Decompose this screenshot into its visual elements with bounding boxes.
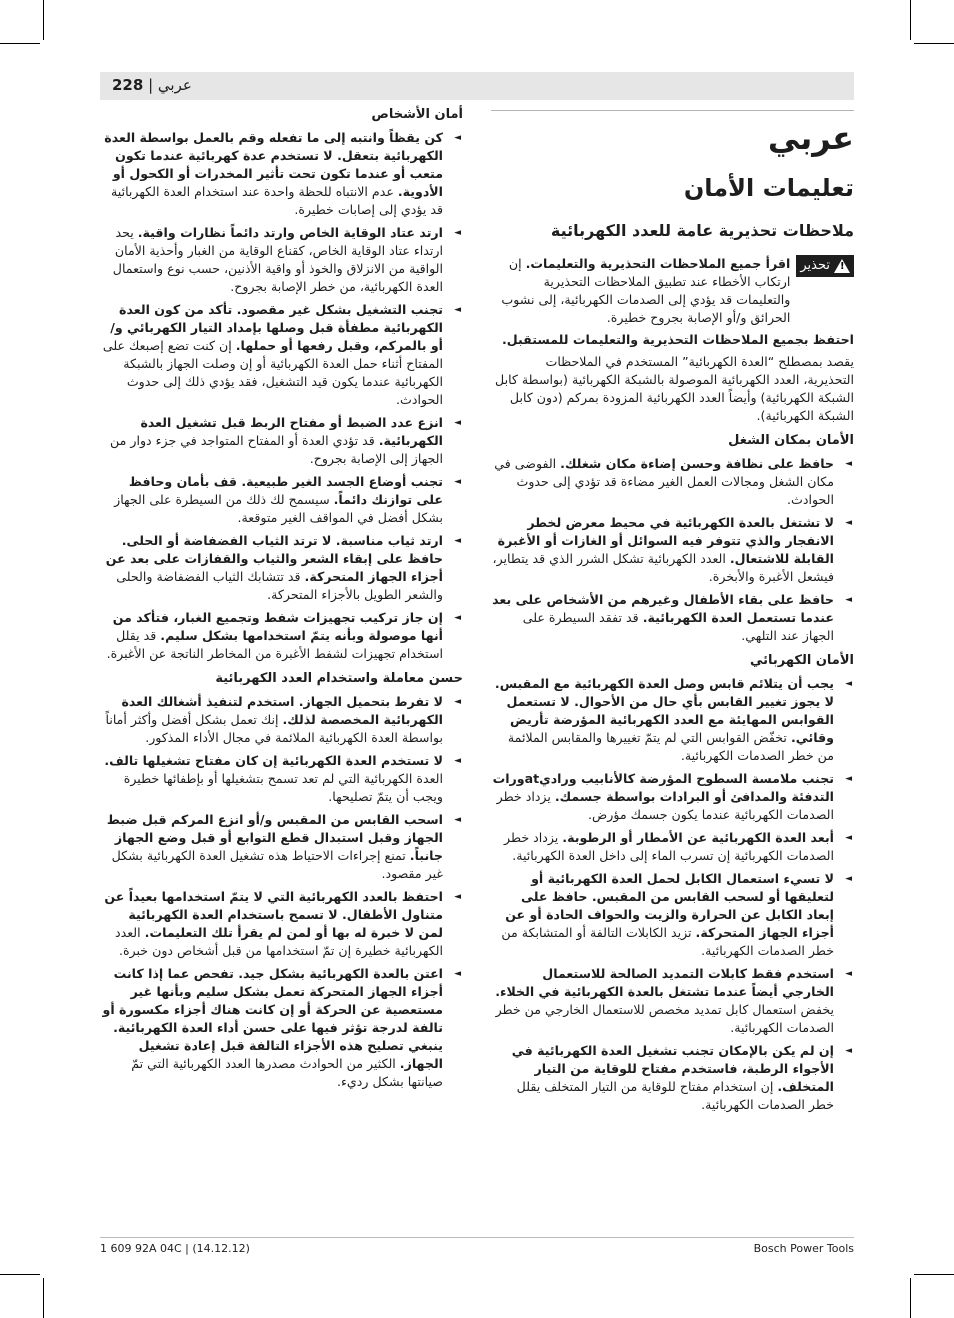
bullet-icon: ◄ [454, 418, 461, 428]
warning-text: إن ارتكاب الأخطاء عند تطبيق الملاحظات التحذيرية والتعليمات قد يؤدي إلى الصدمات الكهربائية، إلى نشوب الحرائق و/أو الإصابة بجروح خطيرة. [501, 256, 791, 325]
bullet-icon: ◄ [454, 536, 461, 546]
bullet-icon: ◄ [845, 774, 852, 784]
list-item: ◄ أبعد العدة الكهربائية عن الأمطار أو الرطوبة. يزداد خطر الصدمات الكهربائية إن تسرب الماء إلى داخل العدة الكهربائية. [504, 830, 852, 863]
crop-mark [914, 43, 954, 44]
crop-mark [910, 0, 911, 40]
list-item: ◄ حافظ على نظافة وحسن إضاءة مكان شغلك. الفوضى في مكان الشغل ومجالات العمل الغير مضاءة قد تؤدي إلى حدوث الحوادث. [494, 456, 852, 507]
definition-paragraph: يقصد بمصطلح “العدة الكهربائية” المستخدم في الملاحظات التحذيرية، العدد الكهربائية الموصولة بالشبكة الكهربائية (بواسطة كابل الشبكة الكهربائية) وأيضاً العدد الكهربائية المزودة بمركم (دون كابل الشبكة الكهربائية). [495, 354, 854, 423]
crop-mark [914, 1274, 954, 1275]
crop-mark [0, 1274, 40, 1275]
bullet-icon: ◄ [454, 892, 461, 902]
bullet-icon: ◄ [845, 1046, 852, 1056]
column-rule [491, 110, 854, 111]
footer-rule [100, 1237, 854, 1238]
brand-name: Bosch Power Tools [753, 1242, 854, 1255]
crop-mark [43, 0, 44, 40]
list-item: ◄ اسحب القابس من المقبس و/أو انزع المركم قبل ضبط الجهاز وقبل استبدال قطع التوابع أو قبل وضع الجهاز جانباً. تمنع إجراءات الاحتياط هذه تشغيل العدة الكهربائية بشكل غير مقصود. [106, 812, 461, 881]
warning-badge [796, 255, 854, 277]
warning-content [491, 255, 790, 327]
document-code: 1 609 92A 04C | (14.12.12) [100, 1242, 250, 1255]
list-item: ◄ إن جاز تركيب تجهيزات شفط وتجميع الغبار، فتأكد من أنها موصولة وبأنه يتمّ استخدامها بشكل سليم. قد يقلل استخدام تجهيزات لشفط الأغبرة من المخاطر الناتجة عن الأغبرة. [106, 610, 461, 661]
bullet-icon: ◄ [845, 969, 852, 979]
section-subtitle: ملاحظات تحذيرية عامة للعدد الكهربائية [550, 221, 854, 240]
list-item: ◄ حافظ على بقاء الأطفال وغيرهم من الأشخاص على بعد عندما تستعمل العدة الكهربائية. قد تفقد السيطرة على الجهاز عند التلهي. [492, 592, 852, 643]
list-item: ◄ لا تسيء استعمال الكابل لحمل العدة الكهربائية أو لتعليقها أو لسحب القابس من المقبس. حافظ على إبعاد الكابل عن الحرارة والزيت والحواف الحادة أو عن أجزاء الجهاز المتحركة. تزيد الكابلات التالفة أو المتشابكة من خطر الصدمات الكهربائية. [501, 871, 852, 958]
list-item: ◄ احتفظ بالعدد الكهربائية التي لا يتمّ استخدامها بعيداً عن متناول الأطفال. لا تسمح باستخدام العدة الكهربائية لمن لا خبرة له بها أو لمن لم يقرأ تلك التعليمات. العدد الكهربائية خطيرة إن تمّ استخدامها من قبل أشخاص دون خبرة. [104, 889, 461, 958]
crop-mark [43, 1278, 44, 1318]
warning-triangle-icon: ! [834, 259, 850, 273]
bullet-icon: ◄ [845, 459, 852, 469]
warning-lead: اقرأ جميع الملاحظات التحذيرية والتعليمات. [525, 256, 791, 271]
list-item: ◄ ارتد عتاد الوقاية الخاص وارتد دائماً نظارات واقية. يحد ارتداء عتاد الوقاية الخاص، كقناع الوقاية من الغبار وأحذية الأمان الواقية من الانزلاق والخوذ أو واقية الأذنين، حسب نوع واستعمال العدة الكهربائية، من خطر الإصابة بجروح. [112, 225, 461, 294]
list-item: ◄ تجنب التشغيل بشكل غير مقصود. تأكد من كون العدة الكهربائية مطفأة قبل وصلها بإمداد التيار الكهربائي و/أو بالمركم، وقبل رفعها أو حملها. إن كنت تضع إصبعك على المفتاح أثناء حمل العدة الكهربائية أو إن وصلت الجهاز بالشبكة الكهربائية عندما يكون قيد التشغيل، فقد يؤدي ذلك إلى حدوث الحوادث. [102, 302, 461, 407]
bullet-icon: ◄ [454, 477, 461, 487]
main-title: تعليمات الأمان [683, 174, 854, 202]
language-title: عربي [767, 119, 854, 157]
header-language: عربي [157, 76, 192, 94]
list-item: ◄ استخدم فقط كابلات التمديد الصالحة للاستعمال الخارجي أيضاً عندما تشتغل بالعدة الكهربائية في الخلاء. يخفض استعمال كابل تمديد مخصص للاستعمال الخارجي من خطر الصدمات الكهربائية. [495, 966, 852, 1035]
section-heading: الأمان الكهربائي [749, 653, 854, 668]
bullet-icon: ◄ [454, 697, 461, 707]
list-item: ◄ تجنب ملامسة السطوح المؤرضة كالأنابيب وراديatورات التدفئة والمدافئ أو البرادات بواسطة جسمك. يزداد خطر الصدمات الكهربائية عندما يكون جسمك مؤرض. [492, 771, 852, 822]
list-item: ◄ ارتد ثياب مناسبة. لا ترتد الثياب الفضفاضة أو الحلى. حافظ على إبقاء الشعر والثياب والقفازات على بعد عن أجزاء الجهاز المتحركة. قد تتشابك الثياب الفضفاضة والحلى والشعر الطويل بالأجزاء المتحركة. [105, 533, 461, 602]
list-item: ◄ لا تستخدم العدة الكهربائية إن كان مفتاح تشغيلها تالف. العدة الكهربائية التي لم تعد تسمح بتشغيلها أو بإطفائها خطيرة ويجب أن يتمّ تصليحها. [104, 753, 461, 804]
section-heading: أمان الأشخاص [371, 107, 463, 122]
crop-mark [0, 43, 40, 44]
left-column [100, 104, 463, 1091]
bullet-icon: ◄ [454, 133, 461, 143]
bullet-icon: ◄ [845, 679, 852, 689]
section-heading: حسن معاملة واستخدام العدد الكهربائية [215, 671, 463, 686]
bullet-icon: ◄ [845, 595, 852, 605]
bullet-icon: ◄ [845, 518, 852, 528]
bullet-icon: ◄ [454, 969, 461, 979]
list-item: ◄ لا تفرط بتحميل الجهاز. استخدم لتنفيذ أشغالك العدة الكهربائية المخصصة لذلك. إنك تعمل بشكل أفضل وأكثر أماناً بواسطة العدة الكهربائية الملائمة في مجال الأداء المذكور. [105, 694, 461, 745]
page-header-label: 228 | عربي [112, 76, 192, 94]
list-item: ◄ تجنب أوضاع الجسد الغير طبيعية. قف بأمان وحافظ على توازنك دائماً. سيسمح لك ذلك من السيطرة على الجهاز بشكل أفضل في المواقف الغير متوقعة. [114, 474, 461, 525]
list-item: ◄ لا تشتغل بالعدة الكهربائية في محيط معرض لخطر الانفجار والذي تتوفر فيه السوائل أو الغازات أو الأغبرة القابلة للاشتعال. العدد الكهربائية تشكل الشرر الذي قد يتطاير، فيشعل الأغبرة والأبخرة. [492, 515, 852, 584]
bullet-icon: ◄ [454, 815, 461, 825]
list-item: ◄ اعتن بالعدة الكهربائية بشكل جيد. تفحص عما إذا كانت أجزاء الجهاز المتحركة تعمل بشكل سليم وبأنها غير مستعصية عن الحركة أو إن كانت هناك أجزاء مكسورة أو تالفة لدرجة تؤثر فيها على حسن أداء العدة الكهربائية. ينبغي تصليح هذه الأجزاء التالفة قبل إعادة تشغيل الجهاز. الكثير من الحوادث مصدرها العدد الكهربائية التي تمّ صيانتها بشكل رديء. [102, 966, 461, 1089]
section-heading: الأمان بمكان الشغل [728, 433, 854, 448]
bullet-icon: ◄ [454, 756, 461, 766]
warning-block [491, 255, 854, 327]
bullet-icon: ◄ [845, 833, 852, 843]
keep-instructions-note: احتفظ بجميع الملاحظات التحذيرية والتعليمات للمستقبل. [502, 332, 854, 347]
list-item: ◄ يجب أن يتلائم قابس وصل العدة الكهربائية مع المقبس. لا يجوز تغيير القابس بأي حال من الأحوال. لا تستعمل القوابس المهايئة مع العدد الكهربائية المؤرضة تأريض وقائي. تخفّض القوابس التي لم يتمّ تغييرها والمقابس الملائمة من خطر الصدمات الكهربائية. [494, 676, 852, 763]
bullet-icon: ◄ [845, 874, 852, 884]
bullet-icon: ◄ [454, 305, 461, 315]
page-number: 228 [112, 76, 144, 94]
list-item: ◄ كن يقظاً وانتبه إلى ما تفعله وقم بالعمل بواسطة العدة الكهربائية بتعقل. لا تستخدم عدة كهربائية عندما تكون متعب أو عندما تكون تحت تأثير المخدرات أو الكحول أو الأدوية. عدم الانتباه للحظة واحدة عند استخدام العدة الكهربائية قد يؤدي إلى إصابات خطيرة. [104, 130, 461, 217]
page-header-bar [100, 72, 854, 100]
warning-badge-label: تحذير [800, 258, 830, 273]
bullet-icon: ◄ [454, 228, 461, 238]
list-item: ◄ انزع عدد الضبط أو مفتاح الربط قبل تشغيل العدة الكهربائية. قد تؤدي العدة أو المفتاح المتواجد في جزء دوار من الجهاز إلى الإصابة بجروح. [110, 415, 461, 466]
bullet-icon: ◄ [454, 613, 461, 623]
list-item: ◄ إن لم يكن بالإمكان تجنب تشغيل العدة الكهربائية في الأجواء الرطبة، فاستخدم مفتاح للوقاية من التيار المتخلف. إن استخدام مفتاح للوقاية من التيار المتخلف يقلل خطر الصدمات الكهربائية. [511, 1043, 852, 1112]
crop-mark [910, 1278, 911, 1318]
right-column [491, 104, 854, 1114]
